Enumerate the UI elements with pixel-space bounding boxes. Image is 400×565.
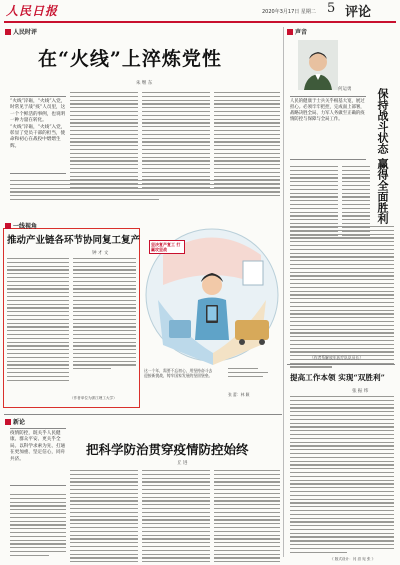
bottom-author: 丘 进 xyxy=(177,461,188,466)
bottom-body-col-1 xyxy=(70,470,138,565)
feature-author: 钟 才 文 xyxy=(92,251,109,256)
bottom-body-col-3 xyxy=(214,470,280,565)
section-marker-icon xyxy=(5,223,11,229)
side-headline: 提高工作本领 实现“双胜利” xyxy=(290,373,385,382)
section-tag-feature: 一线视角 xyxy=(5,221,37,230)
side-author: 张 振 纬 xyxy=(352,389,369,394)
section-marker-icon xyxy=(5,29,11,35)
voice-source-note: （作者系解放军医疗队队员长） xyxy=(310,355,364,360)
feature-byline-note: （作者单位为浙江理工大学） xyxy=(70,396,117,400)
bottom-headline: 把科学防治贯穿疫情防控始终 xyxy=(86,442,249,457)
layout-credit: 《 版式设计：闫 嵩 宛 张 》 xyxy=(330,557,376,561)
portrait-avatar-icon xyxy=(298,40,338,90)
section-tag-voice: 声音 xyxy=(287,27,307,36)
right-column-divider xyxy=(287,364,395,365)
author-portrait xyxy=(298,40,338,90)
bottom-body-col-2 xyxy=(142,470,210,565)
illustration-artist: 张 蕾：林 颖 xyxy=(228,392,250,397)
section-marker-icon xyxy=(287,29,293,35)
voice-headline: 保持战斗状态 赢得全面胜利 xyxy=(376,88,389,224)
masthead-logo: 人民日报 xyxy=(6,4,59,18)
bottom-body-col-0 xyxy=(10,494,66,556)
bottom-section-rule xyxy=(4,414,282,415)
side-body xyxy=(290,396,394,553)
issue-date: 2020年3月17日 星期二 xyxy=(262,9,316,15)
masthead-rule xyxy=(4,21,396,23)
section-marker-icon xyxy=(5,419,11,425)
illustration-sign: 坚决复产复工 打赢攻坚战 xyxy=(149,240,185,254)
voice-body-lower xyxy=(290,226,394,368)
feature-headline: 推动产业链各环节协同复工复产 xyxy=(7,235,141,246)
feature-body-col-1 xyxy=(7,258,69,381)
bottom-pull-quote: 疫情防控，既关乎人民健康、群众平安、更关乎全局。以科学求索为先、打通在更加重、坚定信心，同舟共济。 xyxy=(10,428,66,486)
voice-person-name: 何运勇 xyxy=(338,87,352,92)
page-section-name: 评论 xyxy=(345,5,372,20)
page-number: 5 xyxy=(327,1,336,16)
section-tag-top: 人民时评 xyxy=(5,27,37,36)
top-body-bottom xyxy=(10,180,280,200)
top-author: 朱 继 东 xyxy=(136,81,153,86)
column-divider xyxy=(283,27,284,557)
illustration-credit-lines xyxy=(228,368,278,377)
top-headline: 在“火线”上淬炼党性 xyxy=(38,48,222,70)
section-tag-new-theory: 新论 xyxy=(5,417,25,426)
top-pull-quote: “火线”淬砺，“火线”入党，时常见于战“疫”人员里，这一个个鲜活的事例，也说明一种力量在转化。 “火线”淬砺，“火线”入党，彰显了党员干部的担当，使命和初心在战役中熠熠生辉。 xyxy=(10,96,66,174)
illustration-caption: 这一个年，需要不忘初心，用坚持奋斗去迎接新挑战，铸牢国家发展的坚固堡垒。 xyxy=(144,368,213,378)
voice-pull-quote: 人民的健康于士兵关乎根基大宽，展过担心。必须牢牢把控，完成面上部署，战略决胜全局、力军人务做至正确的疫情防控与保障与全局工作。 xyxy=(290,96,366,160)
feature-body-col-2 xyxy=(73,258,136,369)
